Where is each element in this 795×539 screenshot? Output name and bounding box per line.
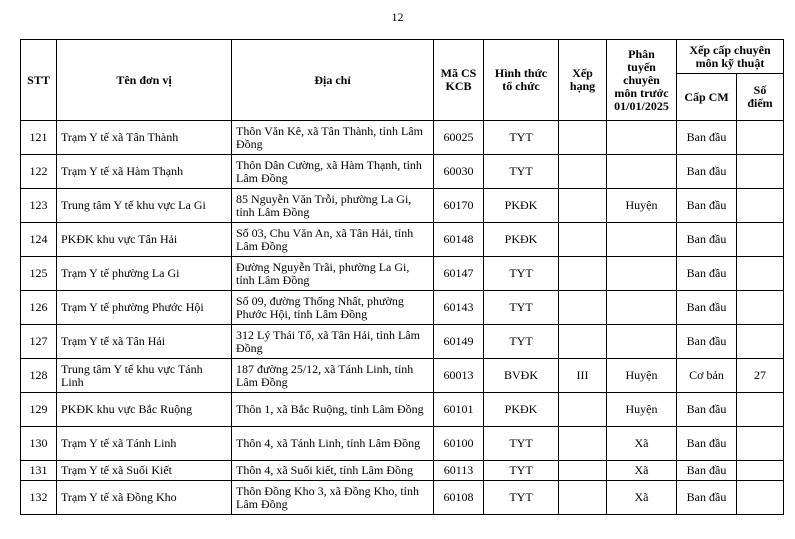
cell-unit-name: Trạm Y tế xã Tân Hải xyxy=(57,325,232,359)
header-tier-line5: 01/01/2025 xyxy=(614,98,669,113)
cell-facility-code: 60147 xyxy=(434,257,484,291)
table-row xyxy=(21,223,784,257)
cell-facility-code: 60013 xyxy=(434,359,484,393)
table-row xyxy=(21,481,784,515)
cell-score xyxy=(737,189,784,223)
cell-level: Ban đầu xyxy=(677,257,737,291)
cell-unit-name: Trạm Y tế xã Hàm Thạnh xyxy=(57,155,232,189)
cell-address: 187 đường 25/12, xã Tánh Linh, tỉnh Lâm Đồng xyxy=(232,359,434,393)
cell-level: Ban đầu xyxy=(677,325,737,359)
cell-tier: Huyện xyxy=(607,359,677,393)
header-technical-level-group xyxy=(677,40,784,74)
cell-address: Thôn Dân Cường, xã Hàm Thạnh, tỉnh Lâm Đồng xyxy=(232,155,434,189)
facilities-table xyxy=(20,39,784,515)
header-score-line2: điểm xyxy=(747,96,773,110)
cell-tier: Huyện xyxy=(607,189,677,223)
cell-unit-name: Trạm Y tế phường Phước Hội xyxy=(57,291,232,325)
cell-rank xyxy=(559,461,607,481)
header-rank-line2: hạng xyxy=(569,79,596,93)
cell-facility-code: 60148 xyxy=(434,223,484,257)
cell-score xyxy=(737,121,784,155)
cell-rank: III xyxy=(559,359,607,393)
cell-score xyxy=(737,257,784,291)
cell-tier: Xã xyxy=(607,481,677,515)
header-rank-line1: Xếp xyxy=(572,66,593,80)
cell-rank xyxy=(559,121,607,155)
header-form-line1: Hình thức xyxy=(494,66,548,80)
cell-rank xyxy=(559,155,607,189)
cell-stt: 121 xyxy=(21,121,57,155)
cell-level: Ban đầu xyxy=(677,427,737,461)
cell-unit-name: Trung tâm Y tế khu vực La Gi xyxy=(57,189,232,223)
cell-facility-code: 60170 xyxy=(434,189,484,223)
cell-stt: 127 xyxy=(21,325,57,359)
cell-unit-name: Trạm Y tế xã Tân Thành xyxy=(57,121,232,155)
cell-level: Ban đầu xyxy=(677,223,737,257)
cell-level: Cơ bản xyxy=(677,359,737,393)
cell-stt: 123 xyxy=(21,189,57,223)
cell-stt: 130 xyxy=(21,427,57,461)
header-tier-line3: chuyên xyxy=(623,72,660,87)
table-row xyxy=(21,291,784,325)
cell-stt: 125 xyxy=(21,257,57,291)
header-group-line2: môn kỹ thuật xyxy=(695,55,765,70)
cell-tier xyxy=(607,291,677,325)
cell-stt: 128 xyxy=(21,359,57,393)
table-row xyxy=(21,427,784,461)
cell-tier xyxy=(607,325,677,359)
cell-score xyxy=(737,393,784,427)
table-body xyxy=(21,121,784,515)
header-tier-line2: tuyến xyxy=(627,59,656,74)
header-stt: STT xyxy=(21,40,57,121)
cell-organization-form: TYT xyxy=(484,427,559,461)
cell-score xyxy=(737,291,784,325)
table-row xyxy=(21,393,784,427)
cell-address: Thôn 4, xã Suối kiết, tỉnh Lâm Đồng xyxy=(232,461,434,481)
cell-tier: Xã xyxy=(607,427,677,461)
header-facility-code xyxy=(434,40,484,121)
header-address: Địa chỉ xyxy=(232,40,434,121)
cell-score xyxy=(737,481,784,515)
table-row xyxy=(21,461,784,481)
cell-stt: 131 xyxy=(21,461,57,481)
cell-address: Số 09, đường Thống Nhất, phường Phước Hội, tỉnh Lâm Đồng xyxy=(232,291,434,325)
header-tier-line1: Phân xyxy=(628,46,655,61)
cell-facility-code: 60030 xyxy=(434,155,484,189)
table-row xyxy=(21,121,784,155)
cell-rank xyxy=(559,189,607,223)
cell-facility-code: 60113 xyxy=(434,461,484,481)
cell-unit-name: PKĐK khu vực Tân Hải xyxy=(57,223,232,257)
cell-score xyxy=(737,155,784,189)
cell-stt: 132 xyxy=(21,481,57,515)
cell-score xyxy=(737,325,784,359)
cell-level: Ban đầu xyxy=(677,189,737,223)
cell-unit-name: PKĐK khu vực Bắc Ruộng xyxy=(57,393,232,427)
cell-tier: Xã xyxy=(607,461,677,481)
cell-score xyxy=(737,223,784,257)
cell-address: Số 03, Chu Văn An, xã Tân Hải, tỉnh Lâm Đồng xyxy=(232,223,434,257)
cell-address: Thôn Văn Kê, xã Tân Thành, tỉnh Lâm Đồng xyxy=(232,121,434,155)
table-row xyxy=(21,189,784,223)
cell-organization-form: TYT xyxy=(484,257,559,291)
cell-address: Thôn Đồng Kho 3, xã Đồng Kho, tỉnh Lâm Đồng xyxy=(232,481,434,515)
cell-stt: 124 xyxy=(21,223,57,257)
cell-organization-form: BVĐK xyxy=(484,359,559,393)
cell-tier xyxy=(607,155,677,189)
cell-tier xyxy=(607,257,677,291)
cell-score xyxy=(737,461,784,481)
cell-facility-code: 60143 xyxy=(434,291,484,325)
header-rank xyxy=(559,40,607,121)
cell-rank xyxy=(559,393,607,427)
cell-score xyxy=(737,427,784,461)
header-code-line1: Mã CS xyxy=(440,66,477,80)
cell-level: Ban đầu xyxy=(677,393,737,427)
header-score-line1: Số xyxy=(753,83,767,97)
cell-facility-code: 60149 xyxy=(434,325,484,359)
cell-organization-form: TYT xyxy=(484,291,559,325)
header-organization-form xyxy=(484,40,559,121)
cell-level: Ban đầu xyxy=(677,481,737,515)
cell-level: Ban đầu xyxy=(677,461,737,481)
cell-organization-form: PKĐK xyxy=(484,393,559,427)
cell-stt: 122 xyxy=(21,155,57,189)
cell-organization-form: TYT xyxy=(484,121,559,155)
table-row xyxy=(21,325,784,359)
cell-tier xyxy=(607,121,677,155)
cell-unit-name: Trạm Y tế xã Suối Kiết xyxy=(57,461,232,481)
cell-address: Đường Nguyễn Trãi, phường La Gi, tỉnh Lâm Đồng xyxy=(232,257,434,291)
header-tier-before-2025 xyxy=(607,40,677,121)
header-group-line1: Xếp cấp chuyên xyxy=(689,42,771,57)
cell-rank xyxy=(559,481,607,515)
cell-rank xyxy=(559,427,607,461)
cell-organization-form: PKĐK xyxy=(484,189,559,223)
header-code-line2: KCB xyxy=(445,79,472,93)
cell-organization-form: TYT xyxy=(484,481,559,515)
cell-rank xyxy=(559,257,607,291)
cell-tier: Huyện xyxy=(607,393,677,427)
cell-address: 85 Nguyễn Văn Trỗi, phường La Gi, tỉnh Lâm Đồng xyxy=(232,189,434,223)
cell-facility-code: 60100 xyxy=(434,427,484,461)
header-tier-line4: môn trước xyxy=(614,85,669,100)
table-header xyxy=(21,40,784,121)
cell-rank xyxy=(559,325,607,359)
table-row xyxy=(21,155,784,189)
cell-level: Ban đầu xyxy=(677,291,737,325)
header-score xyxy=(737,74,784,121)
cell-score: 27 xyxy=(737,359,784,393)
cell-facility-code: 60101 xyxy=(434,393,484,427)
table-row xyxy=(21,257,784,291)
cell-rank xyxy=(559,291,607,325)
cell-unit-name: Trạm Y tế xã Đồng Kho xyxy=(57,481,232,515)
cell-unit-name: Trạm Y tế phường La Gi xyxy=(57,257,232,291)
cell-facility-code: 60025 xyxy=(434,121,484,155)
cell-rank xyxy=(559,223,607,257)
cell-facility-code: 60108 xyxy=(434,481,484,515)
cell-organization-form: TYT xyxy=(484,325,559,359)
cell-organization-form: TYT xyxy=(484,155,559,189)
cell-stt: 126 xyxy=(21,291,57,325)
cell-address: 312 Lý Thái Tổ, xã Tân Hải, tỉnh Lâm Đồng xyxy=(232,325,434,359)
table-row xyxy=(21,359,784,393)
cell-stt: 129 xyxy=(21,393,57,427)
cell-organization-form: TYT xyxy=(484,461,559,481)
cell-unit-name: Trung tâm Y tế khu vực Tánh Linh xyxy=(57,359,232,393)
header-form-line2: tổ chức xyxy=(502,79,540,93)
header-level: Cấp CM xyxy=(677,74,737,121)
cell-organization-form: PKĐK xyxy=(484,223,559,257)
cell-address: Thôn 4, xã Tánh Linh, tỉnh Lâm Đồng xyxy=(232,427,434,461)
page-number: 12 xyxy=(391,10,404,24)
cell-level: Ban đầu xyxy=(677,121,737,155)
header-unit-name: Tên đơn vị xyxy=(57,40,232,121)
cell-tier xyxy=(607,223,677,257)
cell-address: Thôn 1, xã Bắc Ruộng, tỉnh Lâm Đồng xyxy=(232,393,434,427)
cell-level: Ban đầu xyxy=(677,155,737,189)
cell-unit-name: Trạm Y tế xã Tánh Linh xyxy=(57,427,232,461)
